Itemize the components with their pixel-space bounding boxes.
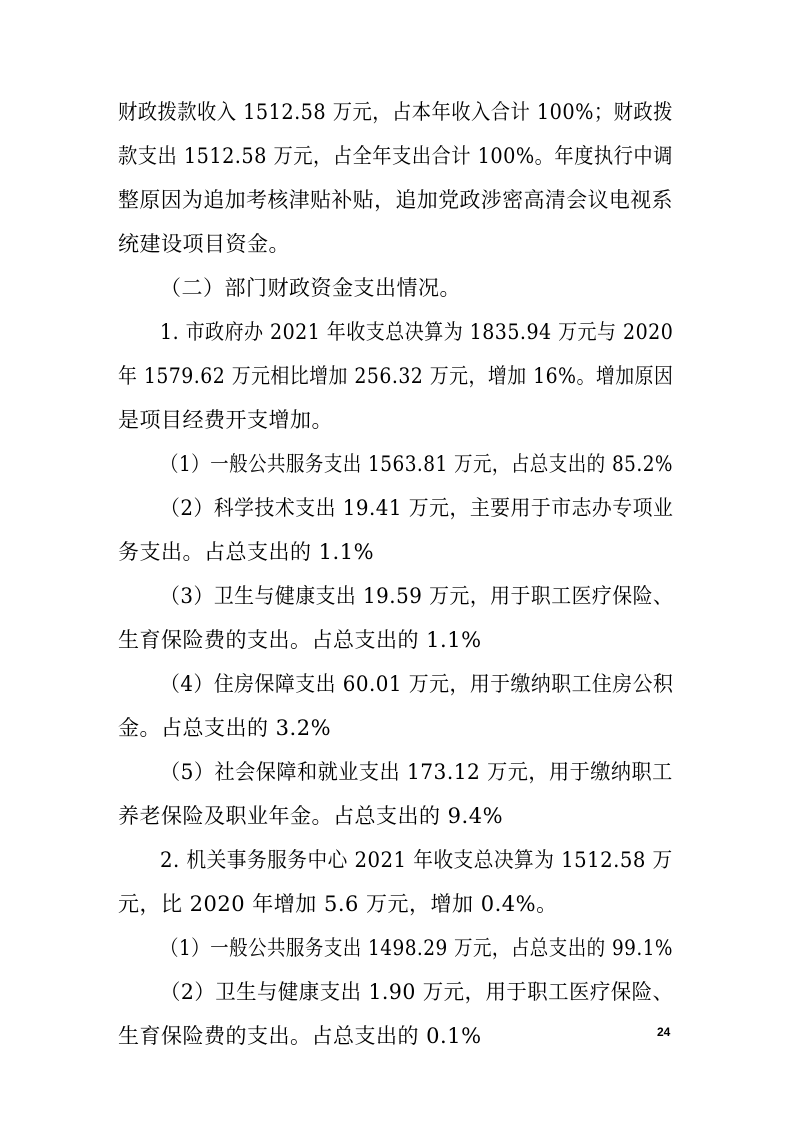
list-item: （4）住房保障支出 60.01 万元，用于缴纳职工住房公积: [160, 672, 674, 696]
text-line: 整原因为追加考核津贴补贴，追加党政涉密高清会议电视系: [118, 188, 673, 212]
text-line: 统建设项目资金。: [118, 232, 290, 256]
list-item: （1）一般公共服务支出 1498.29 万元，占总支出的 99.1%: [160, 936, 673, 960]
text-line: 金。占总支出的 3.2%: [118, 716, 332, 740]
section-heading: （二）部门财政资金支出情况。: [160, 276, 461, 300]
text-line: 务支出。占总支出的 1.1%: [118, 540, 375, 564]
page-number: 24: [657, 1025, 671, 1039]
text-line: 是项目经费开支增加。: [118, 408, 333, 432]
text-line: 年 1579.62 万元相比增加 256.32 万元，增加 16%。增加原因: [118, 364, 674, 388]
text-line: 养老保险及职业年金。占总支出的 9.4%: [118, 804, 504, 828]
list-item: （1）一般公共服务支出 1563.81 万元，占总支出的 85.2%: [160, 452, 673, 476]
list-item: （3）卫生与健康支出 19.59 万元，用于职工医疗保险、: [160, 584, 674, 608]
text-line: 财政拨款收入 1512.58 万元，占本年收入合计 100%；财政拨: [118, 100, 673, 124]
text-line: 款支出 1512.58 万元，占全年支出合计 100%。年度执行中调: [118, 144, 673, 168]
text-line: 生育保险费的支出。占总支出的 1.1%: [118, 628, 482, 652]
text-line: 元，比 2020 年增加 5.6 万元，增加 0.4%。: [118, 892, 558, 916]
text-line: 2. 机关事务服务中心 2021 年收支总决算为 1512.58 万: [160, 848, 673, 872]
list-item: （2）卫生与健康支出 1.90 万元，用于职工医疗保险、: [160, 980, 674, 1004]
list-item: （2）科学技术支出 19.41 万元，主要用于市志办专项业: [160, 496, 674, 520]
text-line: 1. 市政府办 2021 年收支总决算为 1835.94 万元与 2020: [160, 320, 674, 344]
list-item: （5）社会保障和就业支出 173.12 万元，用于缴纳职工: [160, 760, 673, 784]
text-line: 生育保险费的支出。占总支出的 0.1%: [118, 1024, 482, 1048]
